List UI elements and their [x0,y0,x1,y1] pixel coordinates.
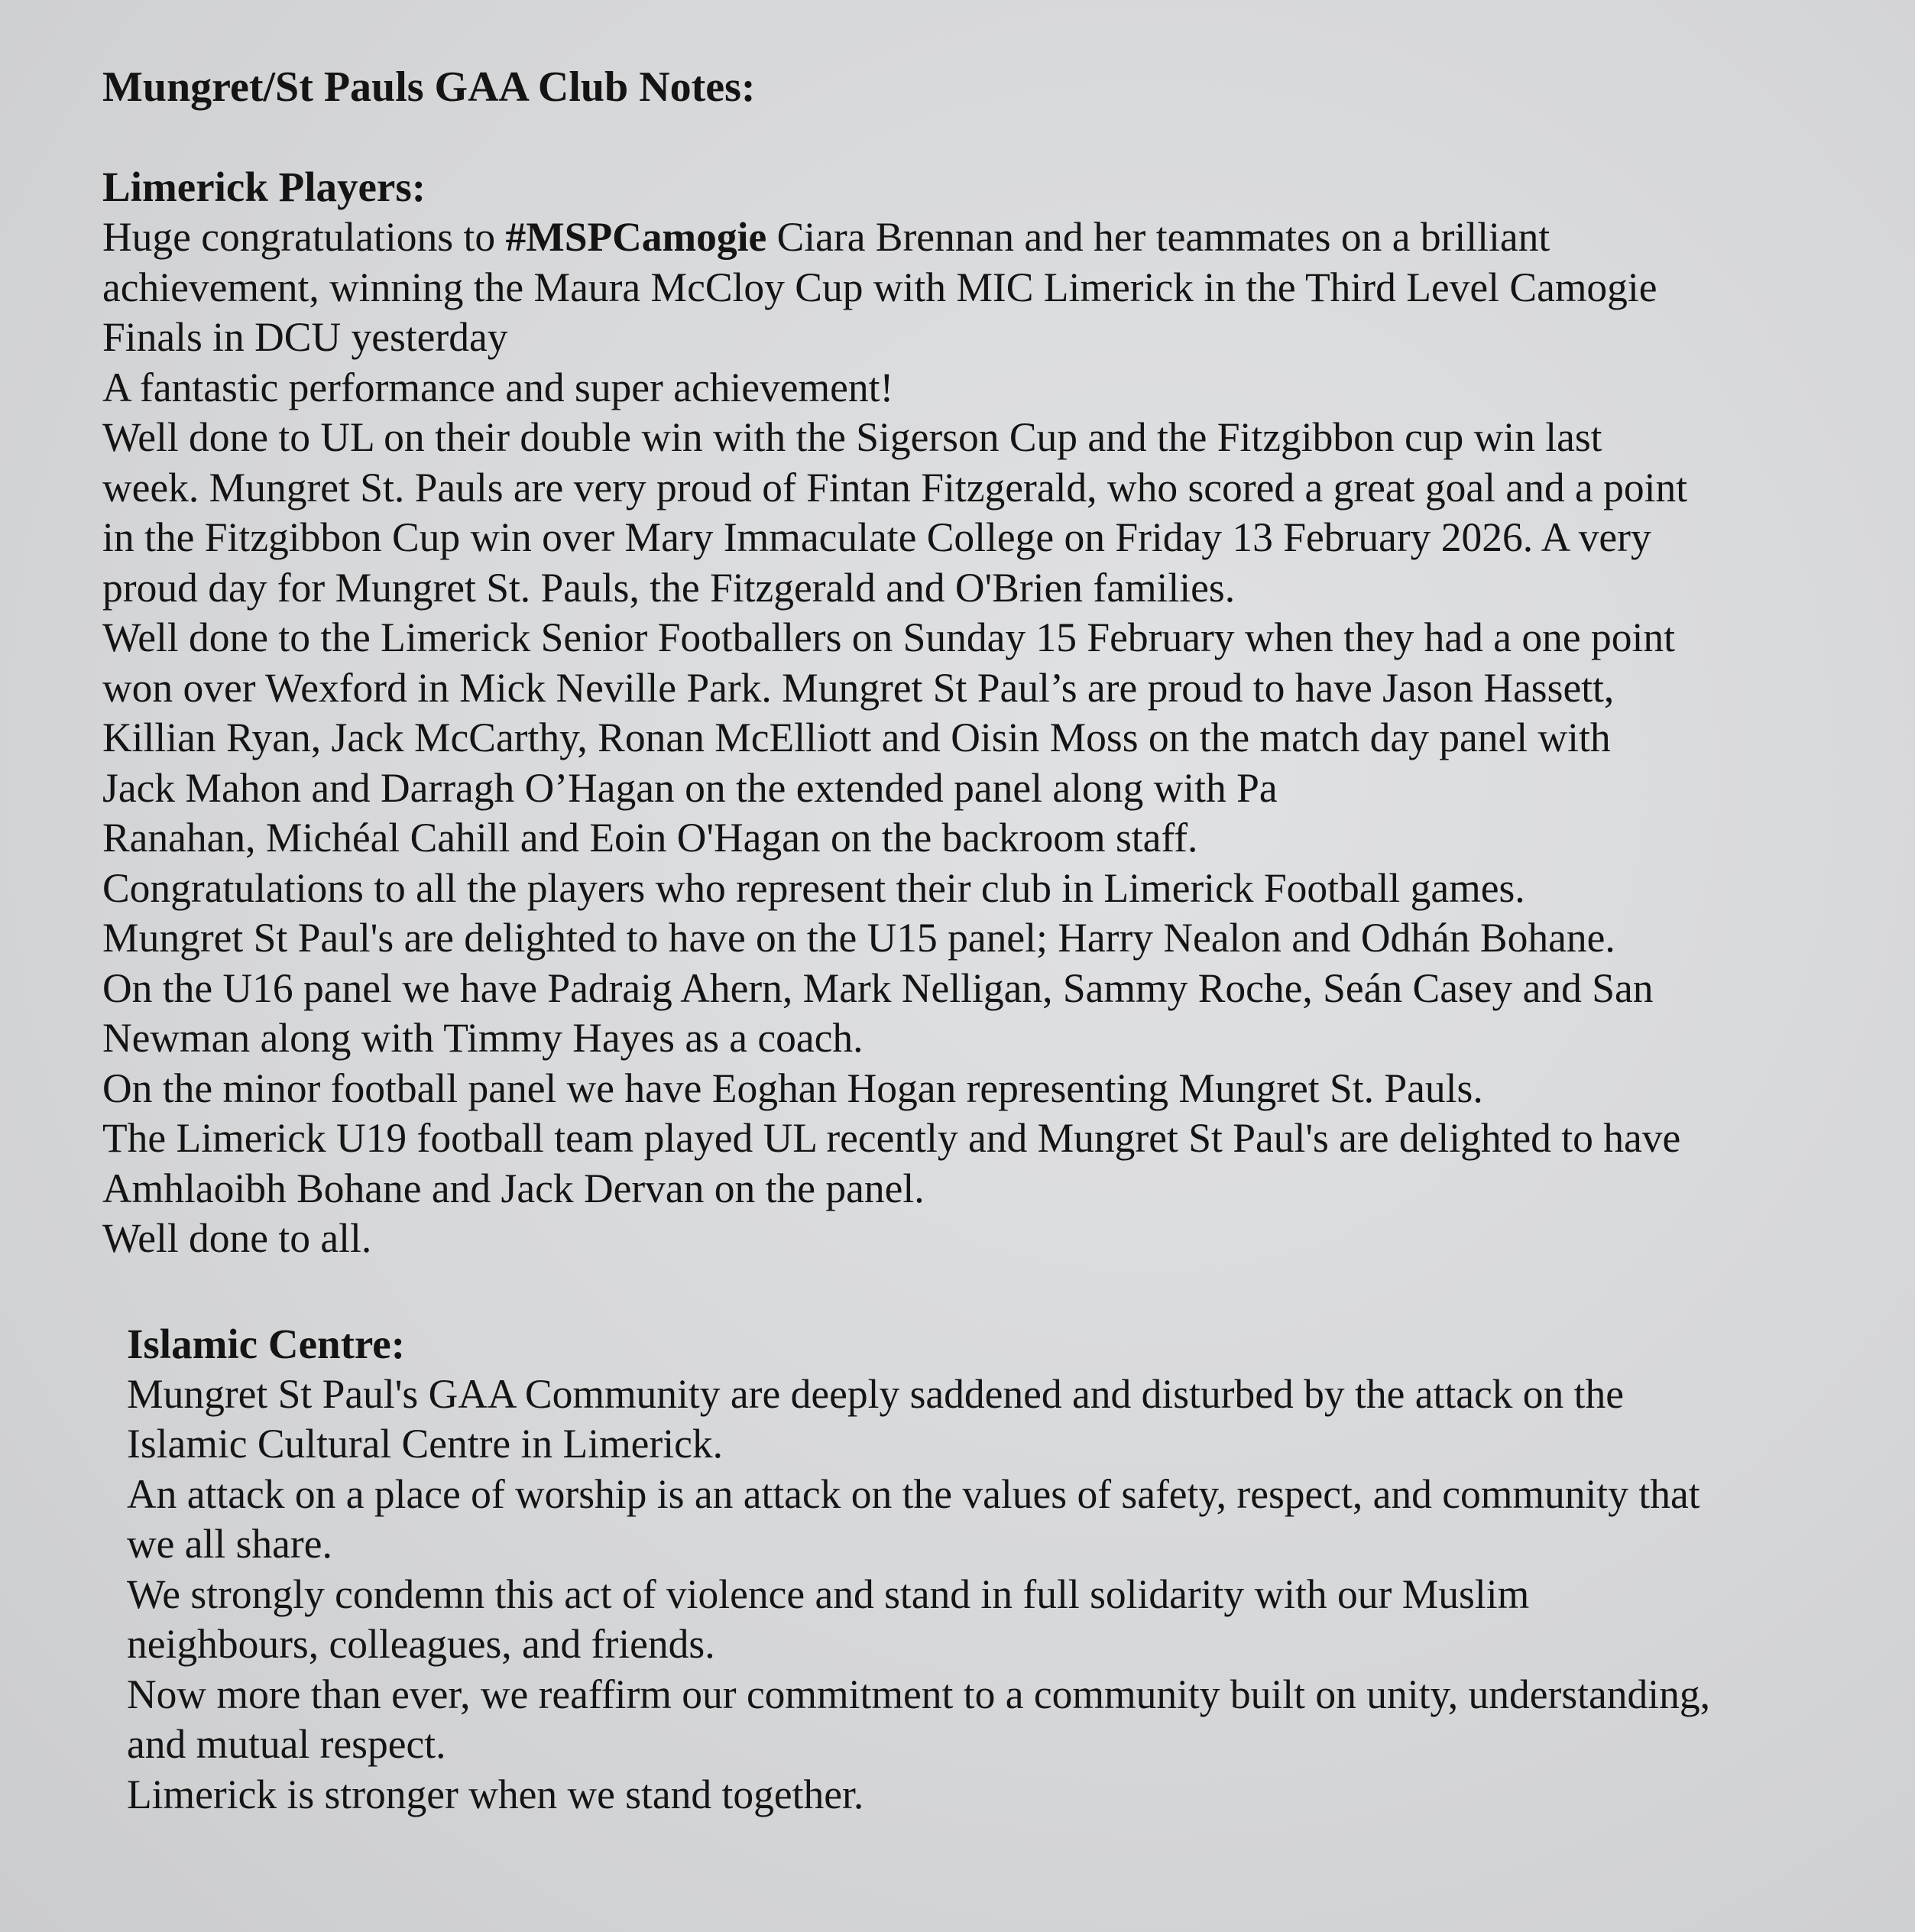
text-line [102,212,1869,263]
hashtag: #MSPCamogie [505,214,767,260]
section-heading-limerick-players: Limerick Players: [102,164,426,210]
text-line: Ranahan, Michéal Cahill and Eoin O'Hagan on the backroom staff. [102,815,1198,861]
text-line: won over Wexford in Mick Neville Park. Mungret St Paul’s are proud to have Jason Hassett, [102,664,1615,711]
section-heading-islamic-centre: Islamic Centre: [127,1320,406,1367]
text-line: Well done to UL on their double win with the Sigerson Cup and the Fitzgibbon cup win last [102,414,1602,460]
text-line: Mungret St Paul's are delighted to have on the U15 panel; Harry Nealon and Odhán Bohane. [102,915,1615,961]
text-line: proud day for Mungret St. Pauls, the Fitzgerald and O'Brien families. [102,564,1236,611]
text-line: Limerick is stronger when we stand together. [127,1771,864,1817]
text-line: Mungret St Paul's GAA Community are deeply saddened and disturbed by the attack on the [127,1370,1625,1417]
text-line: Killian Ryan, Jack McCarthy, Ronan McElliott and Oisin Moss on the match day panel with [102,715,1611,760]
text-line: Well done to the Limerick Senior Footballers on Sunday 15 February when they had a one point [102,614,1675,660]
text-line: A fantastic performance and super achievement! [102,364,894,410]
text-line: and mutual respect. [127,1721,446,1767]
islamic-centre-section [102,1319,1869,1820]
text-line: we all share. [127,1521,332,1567]
text-line: Well done to all. [102,1215,372,1261]
text-line: week. Mungret St. Pauls are very proud of Fintan Fitzgerald, who scored a great goal and a point [102,464,1688,511]
limerick-players-text [102,212,1869,1264]
text-line: On the minor football panel we have Eoghan Hogan representing Mungret St. Pauls. [102,1065,1483,1111]
text-fragment: Ciara Brennan and her teammates on a brilliant [766,214,1550,260]
section-spacer [102,1264,1869,1319]
text-line: An attack on a place of worship is an attack on the values of safety, respect, and community that [127,1470,1700,1517]
text-line: Finals in DCU yesterday [102,314,508,360]
text-line: The Limerick U19 football team played UL recently and Mungret St Paul's are delighted to have [102,1115,1681,1161]
text-line: We strongly condemn this act of violence and stand in full solidarity with our Muslim [127,1571,1530,1617]
text-fragment: Huge congratulations to [102,214,506,260]
text-line: Congratulations to all the players who represent their club in Limerick Football games. [102,864,1525,911]
text-line: Amhlaoibh Bohane and Jack Dervan on the panel. [102,1165,925,1211]
limerick-players-section [102,162,1869,1264]
text-line: Islamic Cultural Centre in Limerick. [127,1421,723,1467]
islamic-centre-text [127,1370,1869,1820]
text-line: Newman along with Timmy Hayes as a coach. [102,1015,864,1061]
text-line: Now more than ever, we reaffirm our commitment to a community built on unity, understanding, [127,1671,1711,1717]
text-line: neighbours, colleagues, and friends. [127,1621,715,1667]
text-line: On the U16 panel we have Padraig Ahern, Mark Nelligan, Sammy Roche, Seán Casey and San [102,964,1654,1011]
document-title: Mungret/St Pauls GAA Club Notes: [102,63,756,111]
text-line: achievement, winning the Maura McCloy Cup with MIC Limerick in the Third Level Camogie [102,264,1657,310]
text-line: Jack Mahon and Darragh O’Hagan on the extended panel along with Pa [102,764,1278,811]
text-line: in the Fitzgibbon Cup win over Mary Immaculate College on Friday 13 February 2026. A very [102,514,1651,560]
